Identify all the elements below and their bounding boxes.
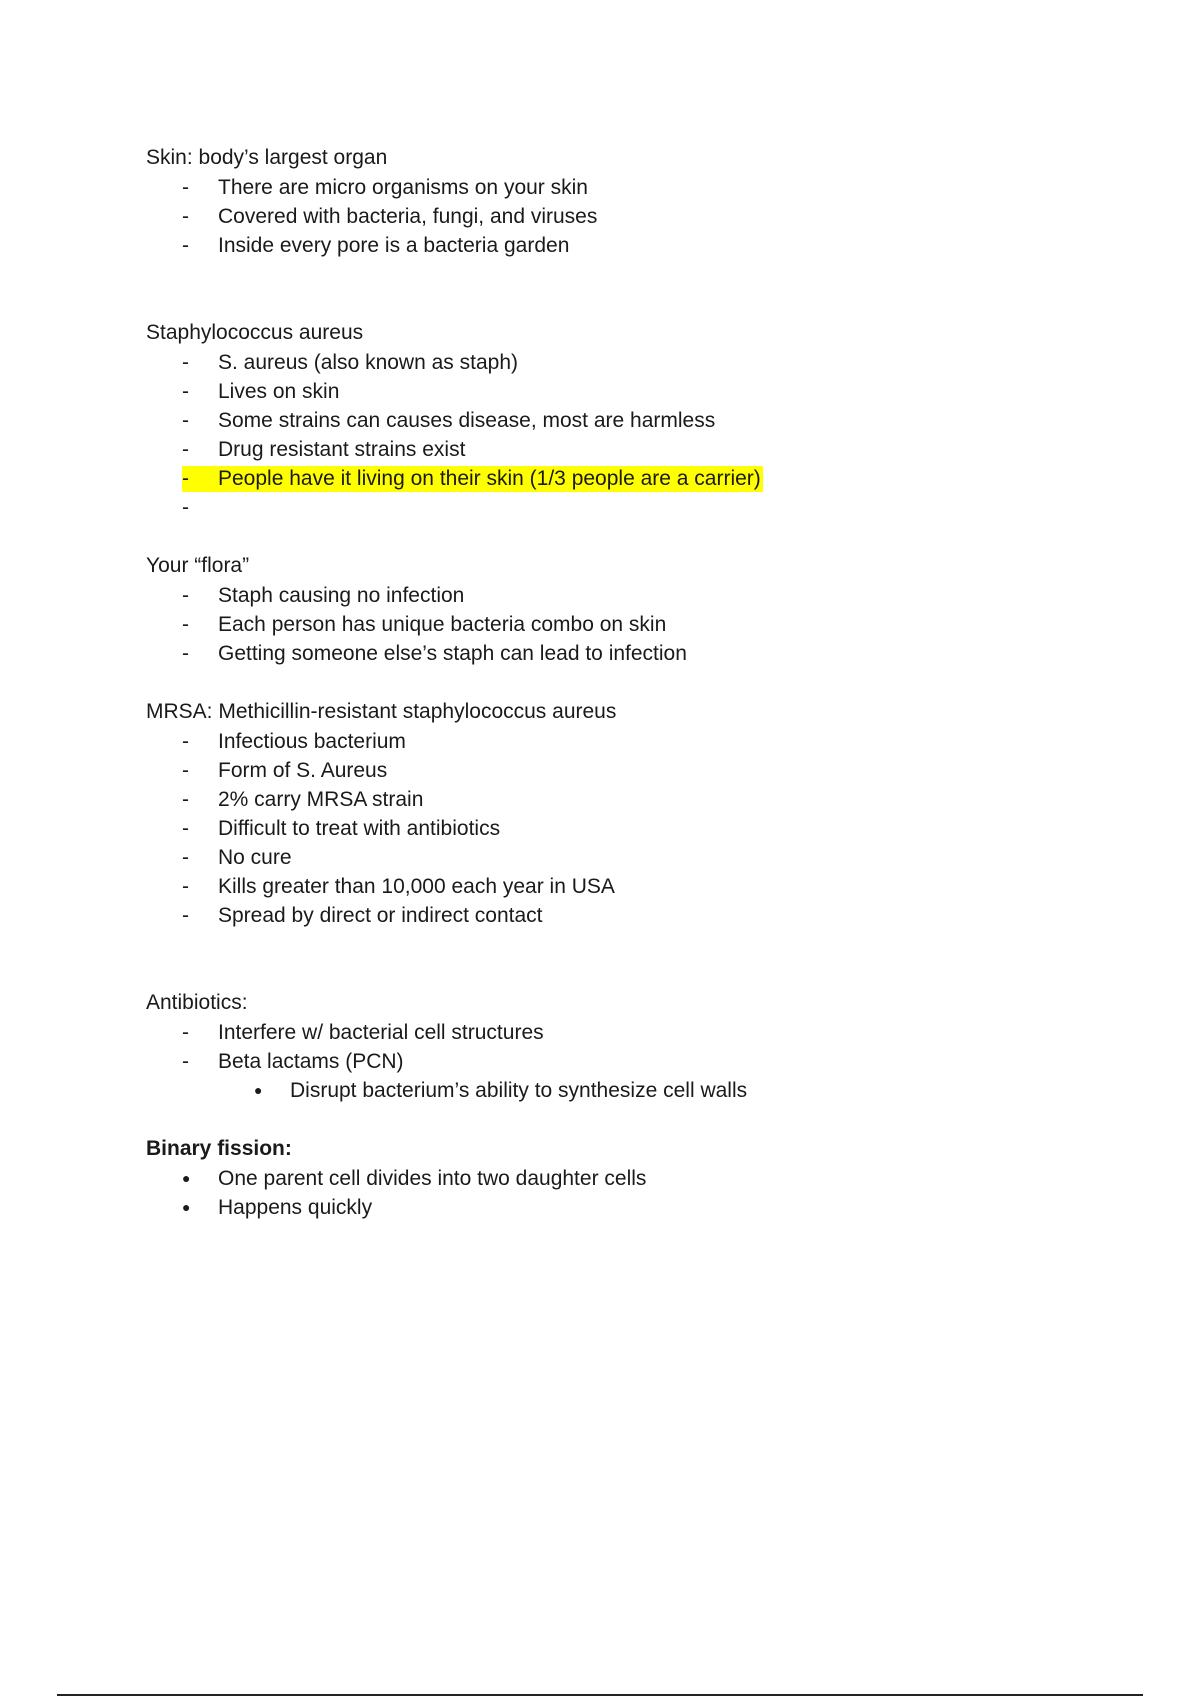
dash-marker (182, 610, 202, 639)
dash-marker (182, 1018, 202, 1047)
section-staphylococcus (146, 318, 1096, 522)
spacer (146, 522, 1096, 551)
list-item: - S. aureus (also known as staph) (146, 348, 1096, 377)
list-item: - Difficult to treat with antibiotics (146, 814, 1096, 843)
bullet-dot-icon (182, 1164, 202, 1195)
section-heading: Staphylococcus aureus (146, 321, 364, 344)
list-item: - Inside every pore is a bacteria garden (146, 231, 1096, 260)
dash-marker (182, 435, 202, 464)
list-item: - Staph causing no infection (146, 581, 1096, 610)
bullet-list (146, 1018, 1096, 1105)
list-item: ● Happens quickly (146, 1193, 1096, 1222)
dash-marker (182, 639, 202, 668)
list-item: - Spread by direct or indirect contact (146, 901, 1096, 930)
section-heading: Skin: body’s largest organ (146, 146, 388, 169)
section-binary-fission (146, 1134, 1096, 1222)
dash-marker (182, 173, 202, 202)
list-item: - Interfere w/ bacterial cell structures (146, 1018, 1096, 1047)
list-item: - Covered with bacteria, fungi, and viruses (146, 202, 1096, 231)
section-heading: MRSA: Methicillin-resistant staphylococcus aureus (146, 700, 617, 723)
dash-marker (182, 581, 202, 610)
list-item: ● One parent cell divides into two daughter cells (146, 1164, 1096, 1193)
list-item: - Drug resistant strains exist (146, 435, 1096, 464)
list-item: - There are micro organisms on your skin (146, 173, 1096, 202)
list-item: - Infectious bacterium (146, 727, 1096, 756)
dash-marker (182, 843, 202, 872)
list-item-empty (146, 493, 1096, 522)
bullet-list (146, 581, 1096, 668)
section-mrsa (146, 697, 1096, 930)
list-item: - 2% carry MRSA strain (146, 785, 1096, 814)
bullet-list (146, 173, 1096, 260)
bullet-dot-icon (254, 1076, 274, 1107)
section-skin (146, 143, 1096, 260)
dash-marker (182, 464, 202, 493)
spacer (146, 260, 1096, 318)
dash-marker (182, 814, 202, 843)
dash-marker (182, 727, 202, 756)
dash-marker (182, 202, 202, 231)
list-item: - Lives on skin (146, 377, 1096, 406)
dash-marker (182, 493, 202, 522)
dash-marker (182, 785, 202, 814)
section-heading: Your “flora” (146, 554, 250, 577)
section-antibiotics (146, 988, 1096, 1105)
bullet-list (146, 727, 1096, 930)
sub-list-item: ● Disrupt bacterium’s ability to synthesize cell walls (146, 1076, 1096, 1105)
list-item: - No cure (146, 843, 1096, 872)
list-item: - Each person has unique bacteria combo on skin (146, 610, 1096, 639)
section-heading: Binary fission: (146, 1137, 292, 1160)
footer-divider (57, 1694, 1143, 1696)
dash-marker (182, 406, 202, 435)
list-item: - Beta lactams (PCN) (146, 1047, 1096, 1076)
section-flora (146, 551, 1096, 668)
bullet-list (146, 1164, 1096, 1222)
list-item: - Getting someone else’s staph can lead to infection (146, 639, 1096, 668)
dash-marker (182, 756, 202, 785)
dash-marker (182, 377, 202, 406)
list-item: - Kills greater than 10,000 each year in USA (146, 872, 1096, 901)
bullet-list (146, 348, 1096, 522)
spacer (146, 668, 1096, 697)
highlighted-list-item: - People have it living on their skin (1/3 people are a carrier) (146, 464, 1096, 493)
dash-marker (182, 901, 202, 930)
dash-marker (182, 231, 202, 260)
spacer (146, 1105, 1096, 1134)
list-item: - Some strains can causes disease, most are harmless (146, 406, 1096, 435)
section-heading: Antibiotics: (146, 991, 248, 1014)
document-page (146, 143, 1096, 1222)
dash-marker (182, 348, 202, 377)
dash-marker (182, 1047, 202, 1076)
bullet-dot-icon (182, 1193, 202, 1224)
spacer (146, 930, 1096, 988)
list-item: - Form of S. Aureus (146, 756, 1096, 785)
dash-marker (182, 872, 202, 901)
